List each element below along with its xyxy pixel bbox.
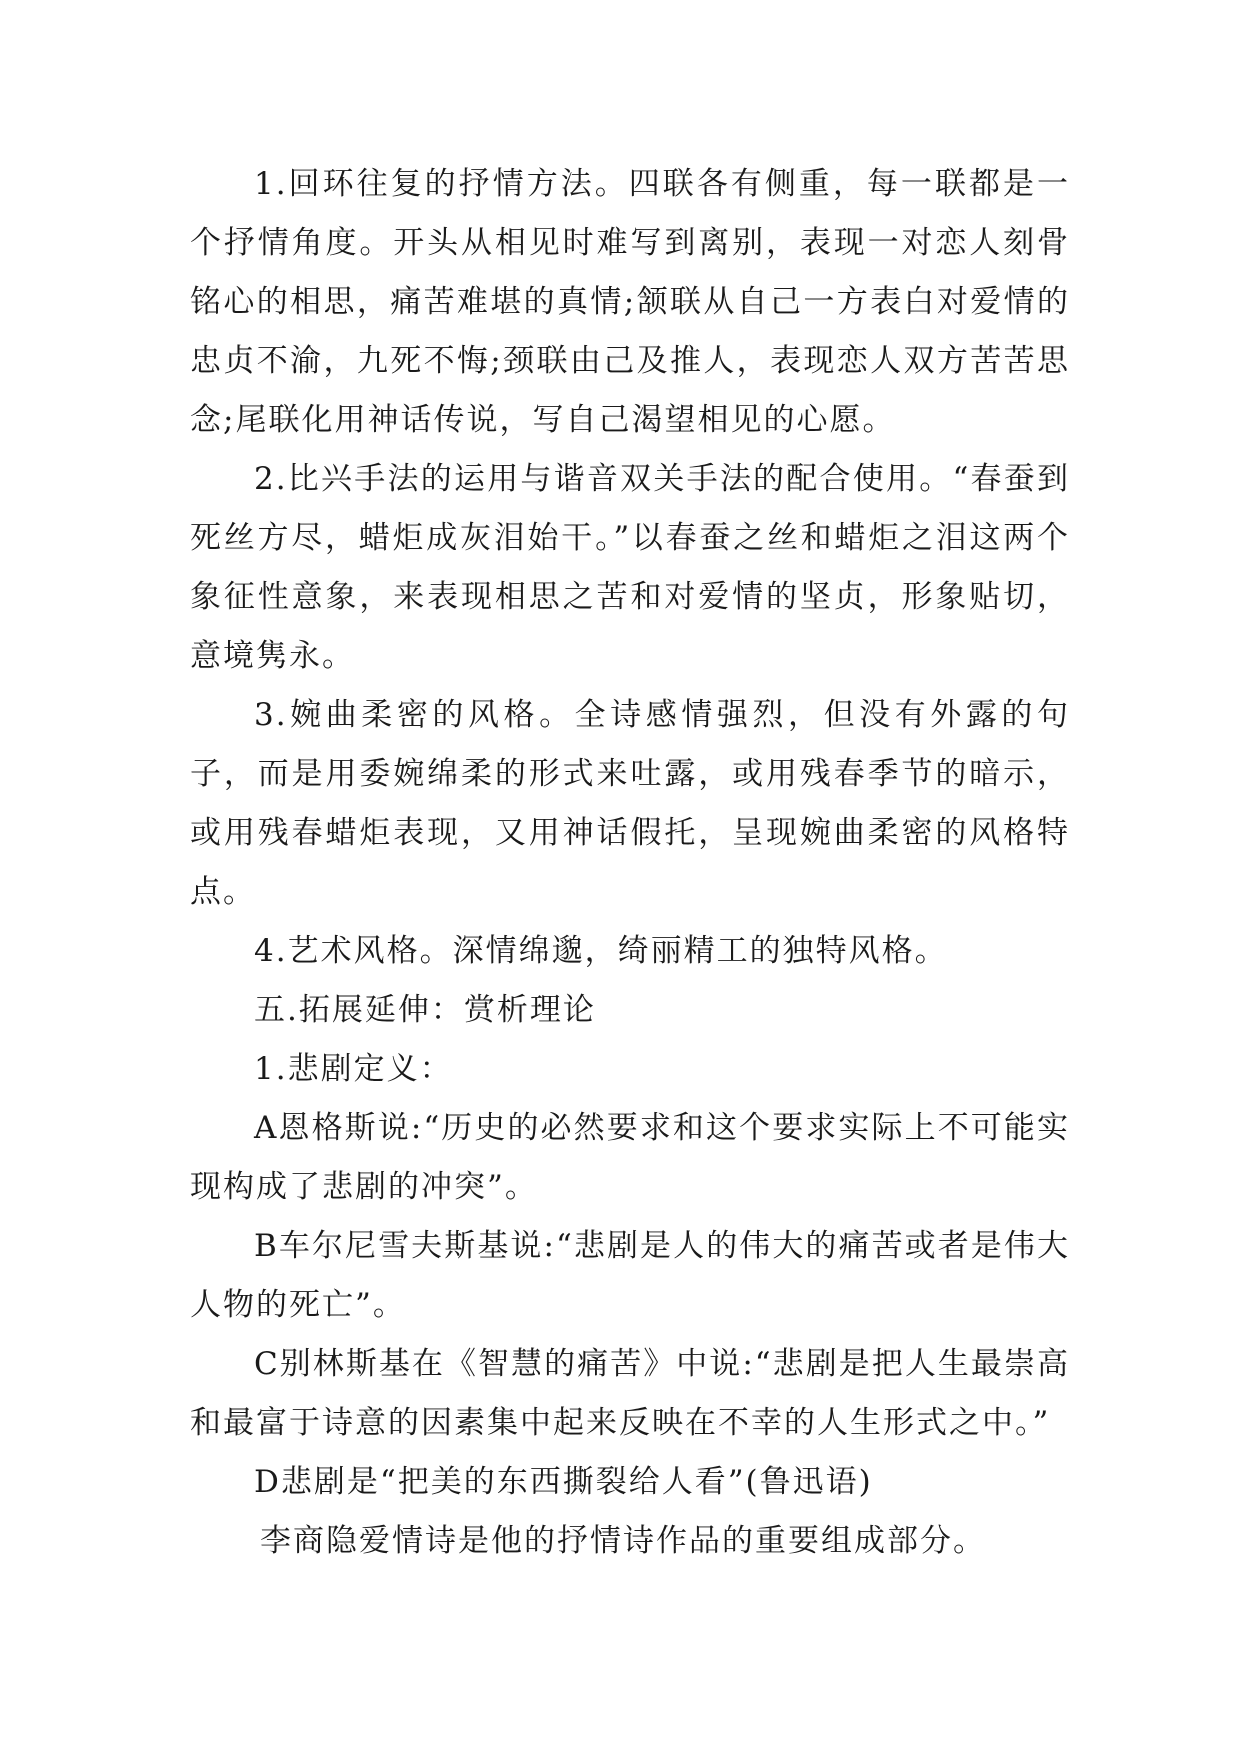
section-heading-extension: 五.拓展延伸：赏析理论 — [254, 992, 596, 1028]
paragraph-technique-3: 3.婉曲柔密的风格。全诗感情强烈，但没有外露的句子，而是用委婉绵柔的形式来吐露，或用残春季节的暗示，或用残春蜡炬表现，又用神话假托，呈现婉曲柔密的风格特点。 — [190, 697, 1070, 910]
paragraph-tragedy-definition: 1.悲剧定义： — [254, 1051, 453, 1087]
paragraph-definition-d: D悲剧是“把美的东西撕裂给人看”(鲁迅语) — [254, 1464, 873, 1500]
paragraph-definition-b: B车尔尼雪夫斯基说:“悲剧是人的伟大的痛苦或者是伟大人物的死亡”。 — [190, 1228, 1070, 1323]
document-body — [190, 155, 1070, 1571]
paragraph-definition-c: C别林斯基在《智慧的痛苦》中说:“悲剧是把人生最崇高和最富于诗意的因素集中起来反映在不幸的人生形式之中。” — [190, 1346, 1070, 1441]
paragraph-definition-a: A恩格斯说:“历史的必然要求和这个要求实际上不可能实现构成了悲剧的冲突”。 — [190, 1110, 1070, 1205]
paragraph-technique-4: 4.艺术风格。深情绵邈，绮丽精工的独特风格。 — [254, 933, 948, 969]
paragraph-technique-2: 2.比兴手法的运用与谐音双关手法的配合使用。“春蚕到死丝方尽，蜡炬成灰泪始干。”以春蚕之丝和蜡炬之泪这两个象征性意象，来表现相思之苦和对爱情的坚贞，形象贴切，意境隽永。 — [190, 461, 1070, 674]
paragraph-closing: 李商隐爱情诗是他的抒情诗作品的重要组成部分。 — [260, 1523, 986, 1559]
paragraph-technique-1: 1.回环往复的抒情方法。四联各有侧重，每一联都是一个抒情角度。开头从相见时难写到离别，表现一对恋人刻骨铭心的相思，痛苦难堪的真情;颔联从自己一方表白对爱情的忠贞不渝，九死不悔;颈联由己及推人，表现恋人双方苦苦思念;尾联化用神话传说，写自己渴望相见的心愿。 — [190, 166, 1070, 438]
